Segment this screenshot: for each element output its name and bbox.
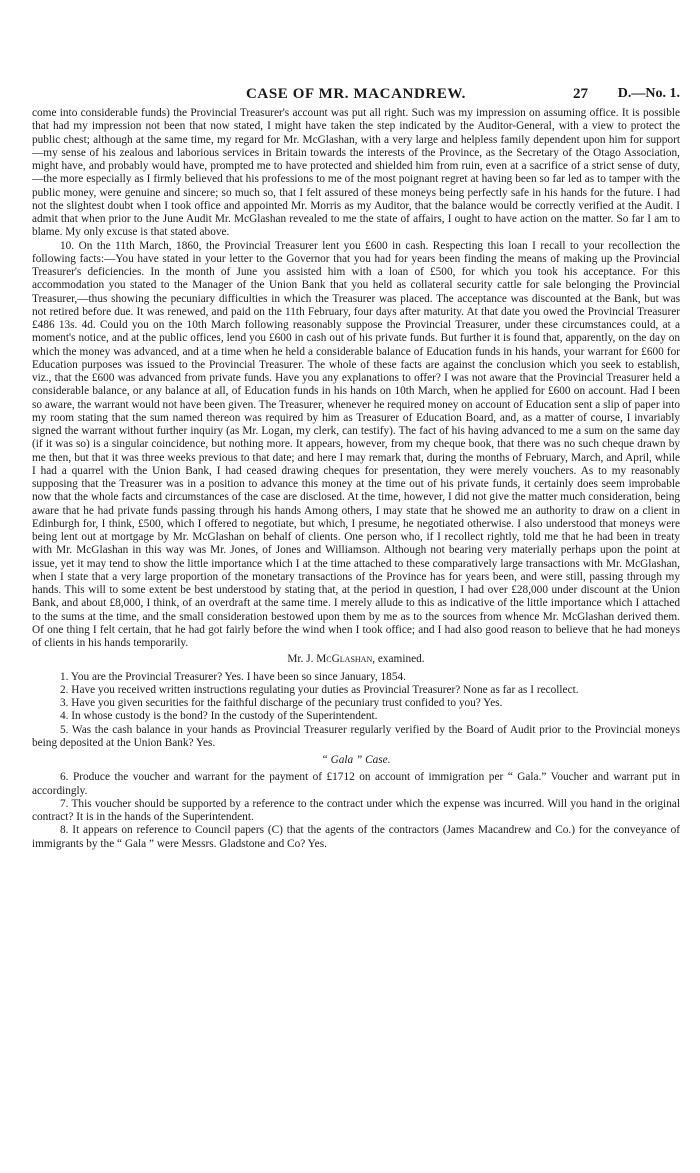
running-title: CASE OF MR. MACANDREW. (245, 86, 466, 102)
question-6: 6. Produce the voucher and warrant for the payment of £1712 on account of immigration per “ Gala.” Voucher and warrant put in accordingly. (32, 771, 680, 797)
page-number: 27 (573, 86, 588, 102)
paragraph-continuation: come into considerable funds) the Provincial Treasurer's account was put all right. Such was my impression on assuming office. It is possible that had my impression not been that now stated, I might have taken the step indicated by the Auditor-General, with a view to protect the public chest; although at the same time, my regard for Mr. McGlashan, with a very large and helpless family dependent upon him for support—my sense of his zealous and laborious services in Britain towards the interests of the Province, as the Secretary of the Otago Association, might have, and probably would have, prompted me to have protected and shielded him from ruin, even at a sacrifice of a strict sense of duty, —the more especially as I firmly believed that his professions to me of the most poignant regret at having been so far led as to tamper with the public money, were genuine and sincere; so much so, that I felt assured of these moneys being perfectly safe in his hands for the future. I had not the slightest doubt when I took office and appointed Mr. Morris as my Auditor, that the balance would be correctly verified at the Audit. I admit that when prior to the June Audit Mr. McGlashan revealed to me the state of affairs, I ought to have action on the matter. So far I am to blame. My only excuse is that stated above. (32, 107, 680, 239)
question-3: 3. Have you given securities for the faithful discharge of the pecuniary trust confided to you? Yes. (60, 697, 503, 709)
examination-heading-suffix: , examined. (372, 653, 425, 666)
document-reference: D.—No. 1. (617, 86, 680, 101)
question-7: 7. This voucher should be supported by a reference to the contract under which the expense was incurred. Will you hand in the original contract? It is in the hands of the Superintendent. (32, 797, 680, 823)
question-1: 1. You are the Provincial Treasurer? Yes. I have been so since January, 1854. (60, 670, 406, 683)
examination-heading (32, 653, 680, 666)
body-text (32, 107, 680, 851)
witness-name: McGlashan (316, 653, 373, 666)
page-header (32, 86, 680, 106)
question-2: 2. Have you received written instructions regulating your duties as Provincial Treasurer? None as far as I recollect. (60, 683, 579, 696)
case-heading: “ Gala ” Case. (321, 754, 391, 766)
question-4: 4. In whose custody is the bond? In the custody of the Superintendent. (60, 710, 378, 723)
examination-heading-prefix: Mr. J. (287, 653, 317, 666)
paragraph-10: 10. On the 11th March, 1860, the Provincial Treasurer lent you £600 in cash. Respecting this loan I recall to your recollection the following facts:—You have stated in your letter to the Governor that you had for years been finding the means of making up the Provincial Treasurer's deficiencies. In the month of June you assisted him with a loan of £500, for which you took his acceptance. For this accommodation you stated to the Manager of the Union Bank that you held as collateral security cattle for sale belonging the Provincial Treasurer,—thus showing the pecuniary difficulties in which the Treasurer was placed. The acceptance was discounted at the Bank, but was not retired before due. It was renewed, and paid on the 11th February, four days after maturity. At that date you owed the Provincial Treasurer £486 13s. 4d. Could you on the 10th March following reasonably suppose the Provincial Treasurer, under these circumstances could, at a moment's notice, and at the public offices, lend you £600 in cash out of his private funds. But further it is found that, apparently, on the day on which the money was advanced, and at a time when he held a considerable balance of Education funds in his hands, your warrant for £600 for Education purposes was issued to the Provincial Treasurer. The whole of these facts are against the conclusion which you seek to establish, viz., that the £600 was advanced from private funds. Have you any explanations to offer? I was not aware that the Provincial Treasurer held a considerable balance, or any balance at all, of Education funds in his hands on 10th March, when he applied for £600 on account. Had I been so aware, the warrant would not have been given. The Treasurer, whenever he required money on account of Education sent a slip of paper into my room stating that the sum named thereon was required by him as Treasurer of Education Board, and, as a matter of course, I invariably signed the warrant without further inquiry (as Mr. Logan, my clerk, can testify). The fact of his having advanced to me a sum on the same day (if it was so) is a singular coincidence, but nothing more. It appears, however, from my cheque book, that there was no such cheque drawn by me then, but that it was three weeks previous to that date; and here I may remark that, during the months of February, March, and April, while I had a quarrel with the Union Bank, I had ceased drawing cheques for presentation, they were merely vouchers. As to my reasonably supposing that the Treasurer was in a position to advance this money at the time out of his private funds, it certainly does seem improbable now that the whole facts and circumstances of the case are disclosed. At the time, however, I did not give the matter much consideration, being aware that he had private funds passing through his hands Among others, I may state that he showed me an authority to draw on a client in Edinburgh for, I think, £500, which I offered to negotiate, but which, I presume, he negotiated otherwise. I also understood that moneys were being lent out at mortgage by Mr. McGlashan on behalf of clients. One person who, if I recollect rightly, told me that he had been in treaty with Mr. McGlashan in this way was Mr. Jones, of Jones and Williamson. Although not bearing very materially perhaps upon the point at issue, yet it may tend to show the little importance which I at the time attached to these comparatively large transactions with Mr. McGlashan, when I state that a very large proportion of the monetary transactions of the Province has for years been, and were still, passing through my hands. This will to some extent be best understood by stating that, at the period in question, I had over £28,000 under discount at the Union Bank, and about £8,000, I think, of an overdraft at the same time. I merely allude to this as indicative of the little importance which I attached to the sums at the time, and the small consideration bestowed upon them by me as to the sources from whence Mr. McGlashan derived them. Of one thing I felt certain, that he had got fairly before the wind when I took office; and I had also good reason to believe that he had moneys of clients in his hands temporarily. (32, 239, 680, 649)
question-5: 5. Was the cash balance in your hands as Provincial Treasurer regularly verified by the Board of Audit prior to the Provincial moneys being deposited at the Union Bank? Yes. (32, 723, 680, 749)
question-8: 8. It appears on reference to Council papers (C) that the agents of the contractors (James Macandrew and Co.) for the conveyance of immigrants by the “ Gala ” were Messrs. Gladstone and Co? Yes. (32, 824, 680, 850)
